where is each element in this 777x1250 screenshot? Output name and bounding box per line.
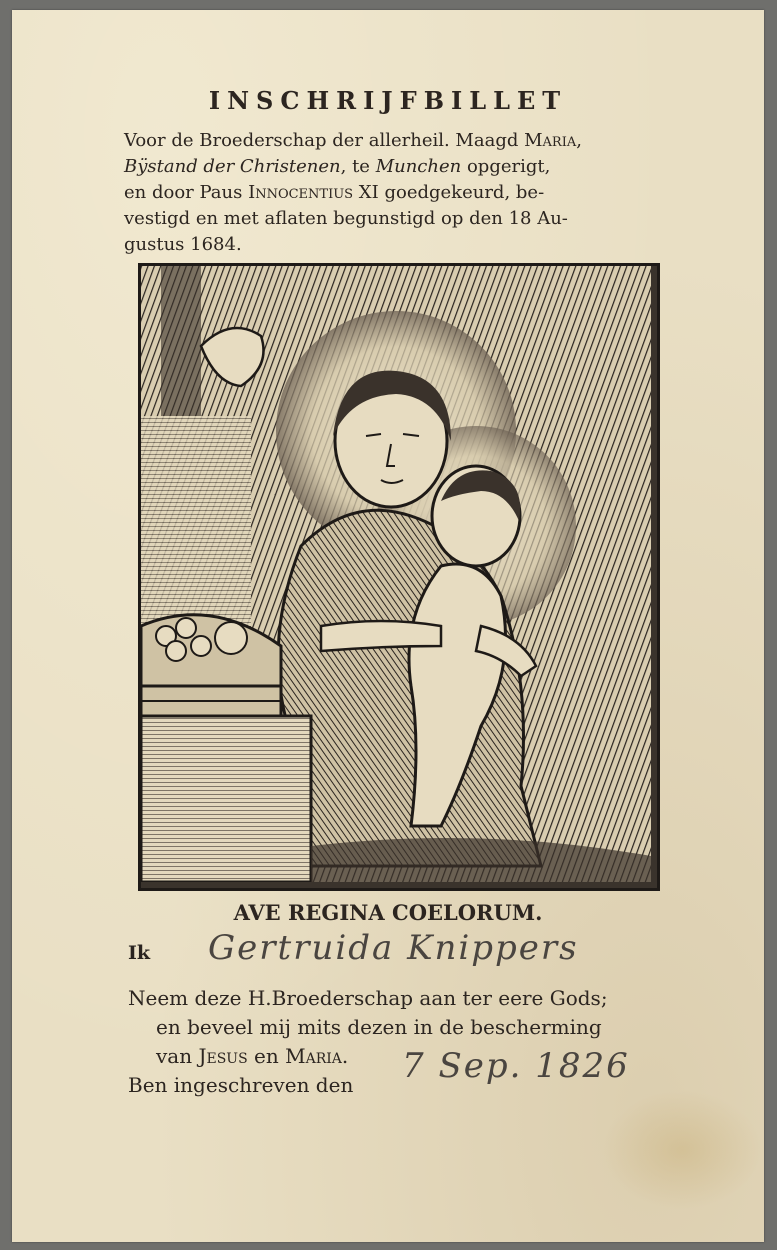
woodcut-illustration: [141, 266, 651, 882]
paper-stain: [602, 1090, 762, 1210]
handwritten-name: Gertruida Knippers: [208, 928, 579, 968]
ik-label: Ik: [128, 942, 151, 964]
name-maria-2: Maria: [285, 1044, 342, 1068]
city-munchen: Munchen: [375, 156, 462, 177]
oath-line-2: en beveel mij mits dezen in de bescherming: [156, 1015, 602, 1039]
card-title: INSCHRIJFBILLET: [208, 86, 568, 115]
intro-line-1: Voor de Broederschap der allerheil. Maagd Maria,: [124, 130, 582, 151]
oath-line-4: Ben ingeschreven den: [128, 1073, 354, 1097]
intro-line-4: vestigd en met aflaten begunstigd op den 18 Au-: [124, 208, 568, 229]
pope-name: Innocentius XI: [248, 182, 379, 203]
name-maria: Maria: [524, 130, 577, 151]
intro-line-5: gustus 1684.: [124, 234, 242, 255]
bystand-title: Bÿstand der Christenen: [124, 156, 341, 177]
ave-regina-caption: AVE REGINA COELORUM.: [233, 900, 543, 925]
intro-text: [124, 128, 664, 258]
oath-line-1: Neem deze H.Broederschap aan ter eere Gods;: [128, 986, 608, 1010]
name-jesus: Jesus: [198, 1044, 248, 1068]
intro-line-3: en door Paus Innocentius XI goedgekeurd, be-: [124, 182, 545, 203]
enrollment-card: [12, 10, 764, 1242]
intro-line-2: Bÿstand der Christenen, te Munchen opgerigt,: [124, 156, 551, 177]
handwritten-date: 7 Sep. 1826: [402, 1046, 630, 1086]
madonna-child-woodcut: [138, 263, 660, 891]
oath-line-3: van Jesus en Maria.: [156, 1044, 349, 1068]
